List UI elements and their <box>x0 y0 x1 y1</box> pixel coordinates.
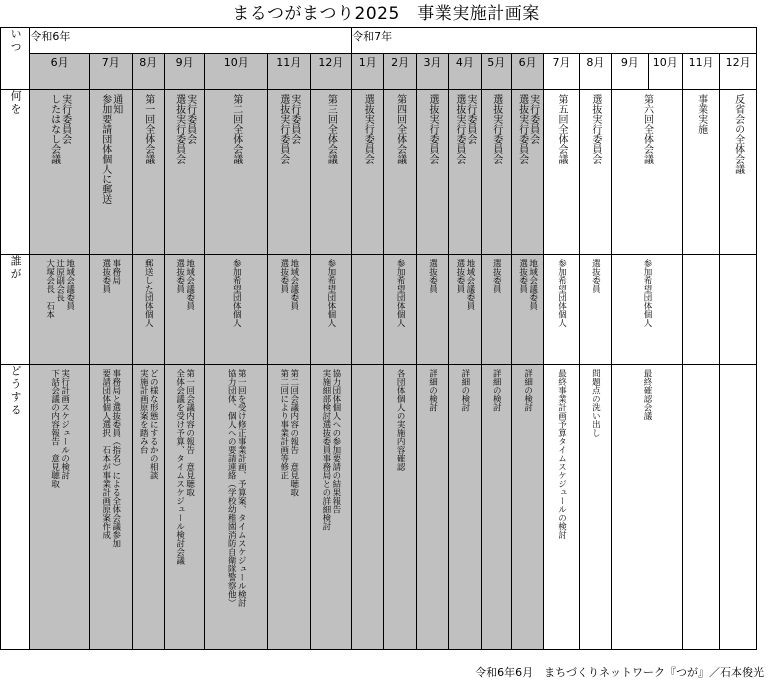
how-cell: 詳細の検討 <box>491 369 502 412</box>
how-cell: 問題点の洗い出し <box>590 369 601 437</box>
month-cell: 1月 <box>352 54 384 90</box>
who-cell: 選抜委員 <box>590 259 601 293</box>
month-cell: 5月 <box>481 54 511 90</box>
who-cell: 選抜委員 <box>491 259 502 293</box>
how-cell: 第一回を受け修正事業計画、予算案、タイムスケジュール検討 協力団体、個人への要請連絡（学校幼稚園消防自衛隊警察他） <box>226 369 247 607</box>
how-row <box>1 365 757 650</box>
when-label-cell <box>1 28 30 90</box>
who-cell: 参加希望団体個人 <box>395 259 406 327</box>
month-cell: 6月 <box>30 54 90 90</box>
what-cell: 実行委員会 選抜実行委員会 <box>173 94 196 164</box>
how-cell: 詳細の検討 <box>427 369 438 412</box>
what-cell: 選抜実行委員会 <box>490 94 502 164</box>
who-cell: 地域会議委員 辻原副会長 大塚会長 石本 <box>44 259 75 319</box>
who-row <box>1 255 757 365</box>
how-cell: どの様な形態にするかの相談 実施計画原案を踏み台 <box>138 369 159 480</box>
who-cell: 参加希望団体個人 <box>325 259 336 327</box>
what-cell: 反省会の全体会議 <box>732 94 744 174</box>
what-cell: 選抜実行委員会 <box>362 94 374 164</box>
plan-table <box>0 27 757 650</box>
how-cell: 第二回会議内容の報告 意見聴取 第二回により事業計画等修正 <box>278 369 299 497</box>
how-cell: 第一回会議内容の報告 意見聴取 全体会議を受け予算、タイムスケジュール検討会議 <box>174 369 195 565</box>
month-cell: 8月 <box>132 54 164 90</box>
who-cell: 地域会議委員 選抜委員 <box>517 259 538 310</box>
month-cell: 7月 <box>544 54 579 90</box>
who-cell: 地域会議委員 選抜委員 <box>174 259 195 310</box>
month-cell: 12月 <box>720 54 757 90</box>
what-cell: 第二回全体会議 <box>230 94 242 164</box>
how-cell: 最終確認会議 <box>642 369 653 420</box>
month-row <box>1 54 757 90</box>
month-cell: 12月 <box>310 54 352 90</box>
what-cell: 通知 参加要請団体個人に郵送 <box>99 94 122 204</box>
who-cell: 事務局 選抜委員 <box>100 259 121 293</box>
what-cell: 第四回全体会議 <box>394 94 406 164</box>
page-title: まるつがまつり2025 事業実施計画案 <box>232 4 540 24</box>
month-cell: 11月 <box>268 54 310 90</box>
month-cell: 9月 <box>612 54 648 90</box>
who-cell: 地域会議委員 選抜委員 <box>278 259 299 310</box>
what-cell: 実行委員会 したはなし会議 <box>48 94 71 164</box>
who-cell: 参加希望団体個人 <box>642 259 653 327</box>
what-cell: 第五回全体会議 <box>556 94 568 164</box>
what-cell: 第三回全体会議 <box>325 94 337 164</box>
what-cell: 選抜実行委員会 <box>589 94 601 164</box>
what-cell: 実行委員会 選抜実行委員会 <box>453 94 476 164</box>
era-row <box>1 28 757 54</box>
month-cell: 9月 <box>164 54 204 90</box>
how-cell: 詳細の検討 <box>522 369 533 412</box>
how-cell: 協力団体個人への参加要請の結果報告 実施細部検討選抜委員事務局との詳細検討 <box>320 369 341 531</box>
what-cell: 実行委員会 選抜実行委員会 <box>516 94 539 164</box>
what-cell: 第六回全体会議 <box>641 94 653 164</box>
month-cell: 8月 <box>579 54 611 90</box>
month-cell: 11月 <box>682 54 719 90</box>
how-cell: 詳細の検討 <box>459 369 470 412</box>
what-cell: 事業実施 <box>695 94 707 134</box>
era-reiwa7: 令和7年 <box>352 28 757 54</box>
how-cell: 事務局と選抜委員（指名）による全体会議参加 要請団体個人選択 石本が事業計画原案作成 <box>100 369 121 548</box>
month-cell: 4月 <box>449 54 481 90</box>
how-cell: 各団体個人の実施内容確認 <box>395 369 406 471</box>
month-cell: 7月 <box>90 54 132 90</box>
what-label: 何を <box>9 90 23 116</box>
month-cell: 2月 <box>384 54 416 90</box>
who-cell: 郵送した団体個人 <box>143 259 154 327</box>
how-cell: 最終事業計画予算タイムスケジュールの検討 <box>556 369 567 539</box>
how-cell: 実行計画スケジュールの検討 下話会議の内容報告 意見聴取 <box>49 369 70 488</box>
month-cell: 10月 <box>205 54 268 90</box>
what-cell: 選抜実行委員会 <box>427 94 439 164</box>
month-cell: 3月 <box>416 54 448 90</box>
what-row <box>1 90 757 255</box>
month-cell: 10月 <box>648 54 682 90</box>
era-reiwa6: 令和6年 <box>30 28 352 54</box>
what-cell: 実行委員会 選抜実行委員会 <box>277 94 300 164</box>
how-label-cell <box>1 365 30 650</box>
month-cell: 6月 <box>511 54 543 90</box>
when-label: いつ <box>9 28 23 54</box>
who-cell: 地域会議委員 選抜委員 <box>454 259 475 310</box>
who-label-cell <box>1 255 30 365</box>
who-cell: 参加希望団体個人 <box>556 259 567 327</box>
footer-credit: 令和6年6月 まちづくりネットワーク『つが』／石本俊光 <box>475 666 764 679</box>
who-cell: 参加希望団体個人 <box>231 259 242 327</box>
who-label: 誰が <box>9 255 23 281</box>
what-cell: 第一回全体会議 <box>142 94 154 164</box>
who-cell: 選抜委員 <box>427 259 438 293</box>
what-label-cell <box>1 90 30 255</box>
how-label: どうする <box>9 365 23 417</box>
